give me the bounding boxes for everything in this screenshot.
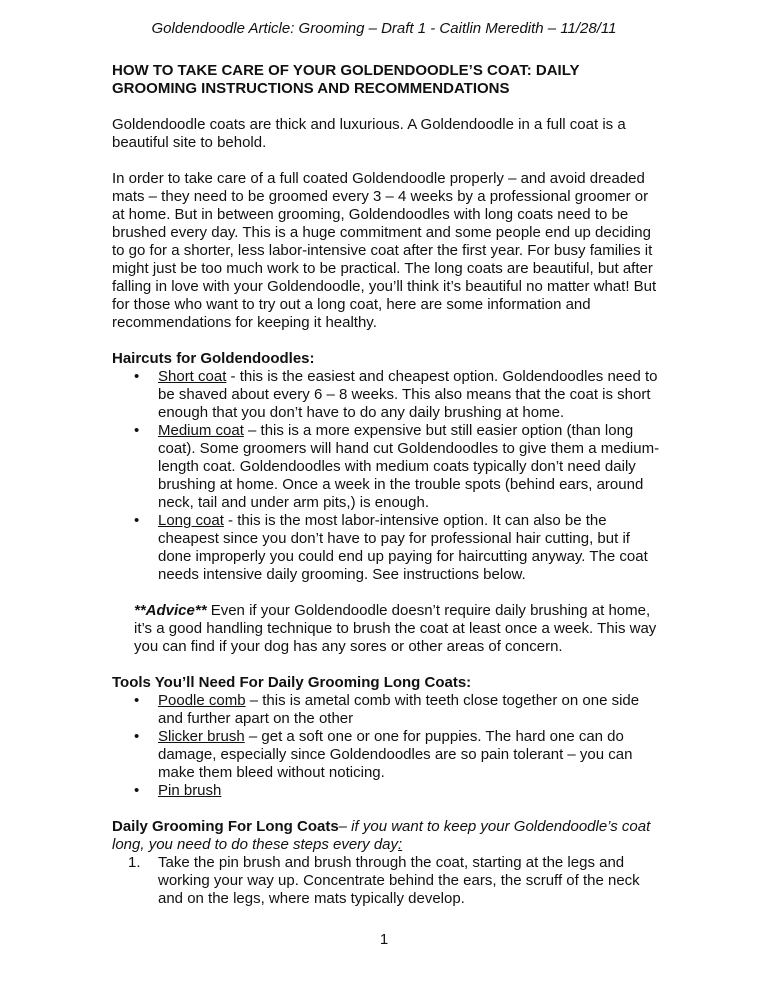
tools-list xyxy=(112,692,662,800)
bullet-icon: • xyxy=(134,368,140,385)
list-item-term: Poodle comb xyxy=(158,692,246,709)
list-item xyxy=(112,422,662,512)
list-item xyxy=(112,782,662,800)
step-text: Take the pin brush and brush through the coat, starting at the legs and working your way up. Concentrate behind the ears, the scruff of the neck and on the legs, where mats typically develop. xyxy=(158,854,640,907)
list-item-text: - this is the easiest and cheapest option. Goldendoodles need to be shaved about every 6 – 8 weeks. This also means that the coat is short enough that you don’t have to do any daily brushing at home. xyxy=(158,368,658,421)
list-item-term: Long coat xyxy=(158,512,224,529)
list-item-term: Slicker brush xyxy=(158,728,245,745)
haircuts-list xyxy=(112,368,662,584)
list-item-term: Medium coat xyxy=(158,422,244,439)
intro-paragraph-1: Goldendoodle coats are thick and luxurious. A Goldendoodle in a full coat is a beautiful site to behold. xyxy=(112,116,626,151)
list-item-text: – this is ametal comb with teeth close together on one side and further apart on the other xyxy=(158,692,640,727)
daily-intro-text: – if you want to keep your Goldendoodle’s coat long, you need to do these steps every day xyxy=(112,818,651,853)
list-item-text: – get a soft one or one for puppies. The hard one can do damage, especially since Goldendoodles are so pain tolerant – you can make them bleed without noticing. xyxy=(158,728,633,781)
daily-grooming-intro xyxy=(112,818,662,854)
list-item xyxy=(112,728,662,782)
daily-intro-tail: : xyxy=(398,836,403,853)
intro-paragraph-2: In order to take care of a full coated Goldendoodle properly – and avoid dreaded mats – they need to be groomed every 3 – 4 weeks by a professional groomer or at home. But in between grooming, Goldendoodles with long coats need to be brushed every day. This is a huge commitment and some people end up deciding to go for a shorter, less labor-intensive coat after the first year. For busy families it might just be too much work to be practical. The long coats are beautiful, but after falling in love with your Goldendoodle, you’ll think it’s beautiful no matter what! But for those who want to try out a long coat, here are some information and recommendations for keeping it healthy. xyxy=(112,170,657,331)
page-number: 1 xyxy=(379,931,389,948)
bullet-icon: • xyxy=(134,422,140,439)
list-item xyxy=(112,692,662,728)
document-title: HOW TO TAKE CARE OF YOUR GOLDENDOODLE’S COAT: DAILY GROOMING INSTRUCTIONS AND RECOMMENDATIONS xyxy=(112,62,580,97)
list-item xyxy=(112,854,662,908)
list-item-term: Short coat xyxy=(158,368,227,385)
document-body xyxy=(112,62,662,908)
page-header: Goldendoodle Article: Grooming – Draft 1 - Caitlin Meredith – 11/28/11 xyxy=(151,20,617,37)
advice-label: **Advice** xyxy=(134,602,207,619)
bullet-icon: • xyxy=(134,692,140,709)
advice-text: Even if your Goldendoodle doesn’t require daily brushing at home, it’s a good handling technique to brush the coat at least once a week. This way you can find if your dog has any sores or other areas of concern. xyxy=(134,602,657,655)
step-number: 1. xyxy=(128,854,141,871)
bullet-icon: • xyxy=(134,728,140,745)
list-item xyxy=(112,368,662,422)
list-item-text: - this is the most labor-intensive option. It can also be the cheapest since you don’t have to pay for professional hair cutting, but if done improperly you could end up paying for haircutting anyway. The coat needs intensive daily grooming. See instructions below. xyxy=(158,512,648,583)
advice-paragraph xyxy=(112,602,662,656)
list-item xyxy=(112,512,662,584)
haircuts-heading: Haircuts for Goldendoodles: xyxy=(112,350,315,367)
bullet-icon: • xyxy=(134,512,140,529)
list-item-term: Pin brush xyxy=(158,782,222,799)
daily-steps-list xyxy=(112,854,662,908)
tools-heading: Tools You’ll Need For Daily Grooming Long Coats: xyxy=(112,674,472,691)
daily-grooming-heading: Daily Grooming For Long Coats xyxy=(112,818,339,835)
list-item-text: – this is a more expensive but still easier option (than long coat). Some groomers will hand cut Goldendoodles to give them a medium-length coat. Goldendoodles with medium coats typically don’t need daily brushing at home. Once a week in the trouble spots (behind ears, around neck, tail and under arm pits,) is enough. xyxy=(158,422,660,511)
bullet-icon: • xyxy=(134,782,140,799)
